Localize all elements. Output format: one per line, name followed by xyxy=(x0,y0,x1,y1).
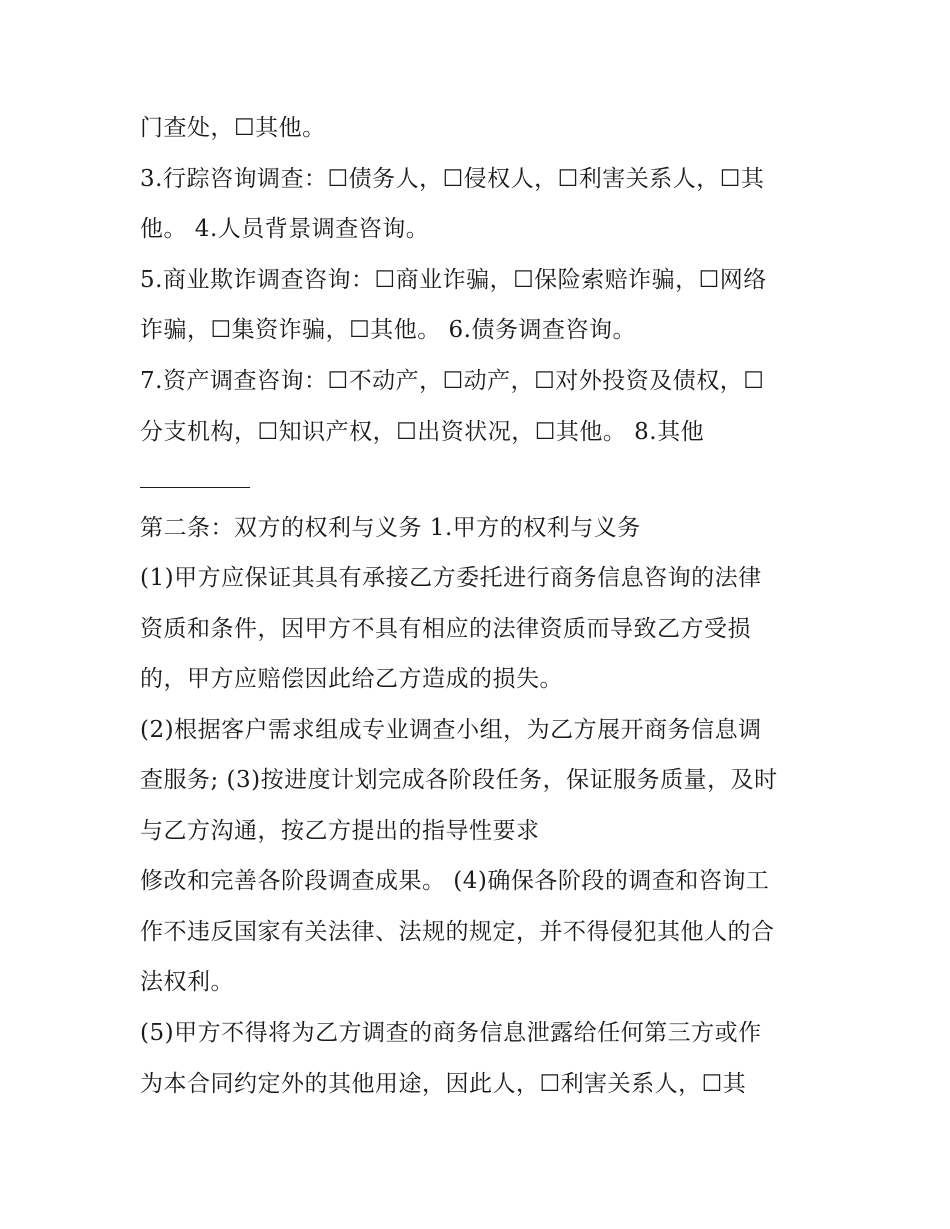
text-line: 诈骗，☐集资诈骗，☐其他。 6.债务调查咨询。 xyxy=(140,317,636,343)
text-line: 修改和完善各阶段调查成果。 (4)确保各阶段的调查和咨询工 xyxy=(140,868,770,894)
text-line: (1)甲方应保证其具有承接乙方委托进行商务信息咨询的法律 xyxy=(140,565,762,591)
text-line: 作不违反国家有关法律、法规的规定，并不得侵犯其他人的合 xyxy=(140,919,775,945)
text-line: 与乙方沟通，按乙方提出的指导性要求 xyxy=(140,818,540,844)
text-line: 门查处，☐其他。 xyxy=(140,115,326,141)
text-line: 为本合同约定外的其他用途，因此人，☐利害关系人，☐其 xyxy=(140,1071,747,1097)
text-line: 他。 4.人员背景调查咨询。 xyxy=(140,216,430,242)
text-line: 7.资产调查咨询：☐不动产，☐动产，☐对外投资及债权，☐ xyxy=(140,368,765,394)
text-line: 查服务; (3)按进度计划完成各阶段任务，保证服务质量，及时 xyxy=(140,767,778,793)
text-line: 资质和条件，因甲方不具有相应的法律资质而导致乙方受损 xyxy=(140,616,751,642)
text-line: 法权利。 xyxy=(140,969,234,995)
text-line: 3.行踪咨询调查：☐债务人，☐侵权人，☐利害关系人，☐其 xyxy=(140,166,765,192)
section-heading: 第二条：双方的权利与义务 1.甲方的权利与义务 xyxy=(140,515,641,541)
text-line: 的，甲方应赔偿因此给乙方造成的损失。 xyxy=(140,666,563,692)
text-line: (5)甲方不得将为乙方调查的商务信息泄露给任何第三方或作 xyxy=(140,1020,762,1046)
text-line: 5.商业欺诈调查咨询：☐商业诈骗，☐保险索赔诈骗，☐网络 xyxy=(140,267,767,293)
text-line: (2)根据客户需求组成专业调查小组，为乙方展开商务信息调 xyxy=(140,717,762,743)
blank-underline xyxy=(140,487,250,488)
text-line: 分支机构，☐知识产权，☐出资状况，☐其他。 8.其他 xyxy=(140,419,705,445)
